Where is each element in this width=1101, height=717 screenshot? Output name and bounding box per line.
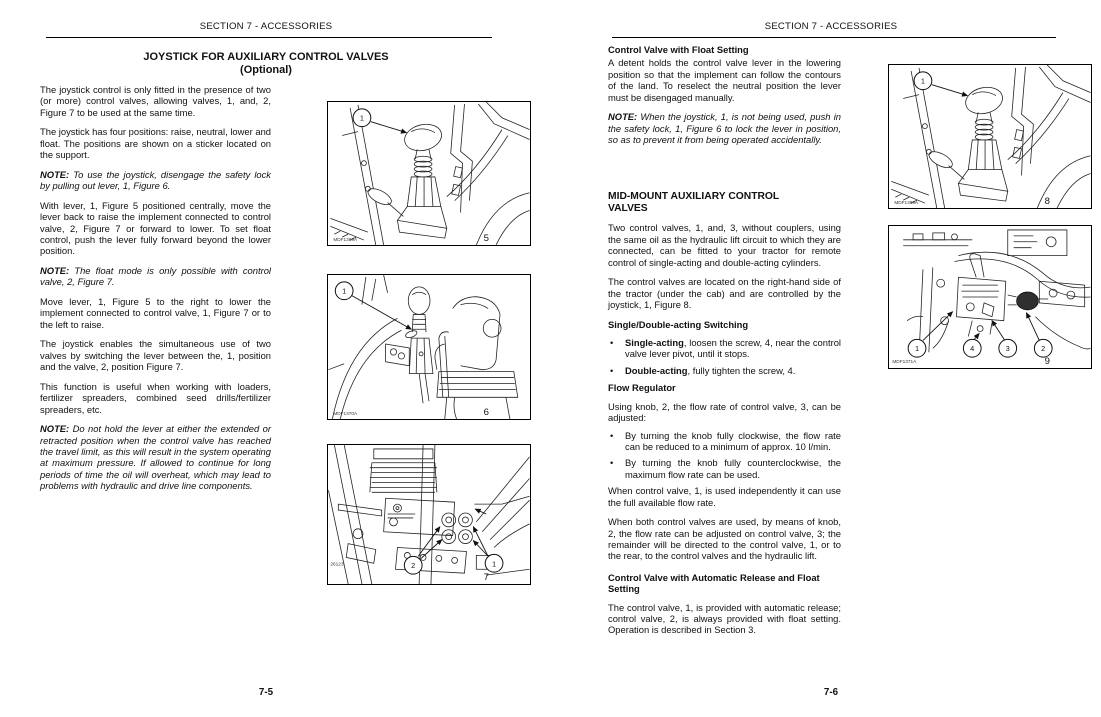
photo-code: MDF1369A — [894, 201, 919, 207]
photo-code: 26123 — [330, 562, 344, 568]
right-page — [606, 0, 1056, 717]
joystick-cab-line-art — [889, 65, 1091, 208]
left-page — [40, 0, 497, 717]
paragraph: The joystick control is only fitted in the presence of two (or more) control valves, allowing valves, 1, and, 2, Figure 7 to be used at the same time. — [40, 84, 271, 118]
note-label: NOTE: — [40, 265, 70, 277]
paragraph: Using knob, 2, the flow rate of control valve, 3, can be adjusted: — [608, 400, 841, 424]
paragraph: When both control valves are used, by means of knob, 2, the flow rate can be adjusted on control valve, 3; the remainder will be directed to the control valve, 1, or to the rear, to the control valves and the hydraulic lift. — [608, 516, 841, 562]
note-paragraph — [40, 265, 271, 288]
note-label: NOTE: — [608, 111, 638, 123]
callout-number: 1 — [359, 113, 364, 123]
heading-float-setting: Control Valve with Float Setting — [608, 44, 749, 55]
callout-number: 1 — [342, 286, 347, 296]
bullet-lead: Double-acting — [625, 364, 688, 376]
bullet-text: , fully tighten the screw, 4. — [687, 364, 796, 376]
note-paragraph — [608, 111, 841, 145]
figure-number: 7 — [483, 572, 489, 583]
note-text: The float mode is only possible with control valve, 2, Figure 7. — [40, 265, 271, 288]
left-header-rule — [46, 37, 492, 38]
heading-flow-regulator: Flow Regulator — [608, 382, 676, 394]
bullet-list — [608, 337, 841, 376]
note-text: Do not hold the lever at either the extended or retracted position when the control valve has reached the travel limit, as this will result in the system operating at maximum pressure. If allowed to continue for long periods of time the oil will overheat, which may lead to problems with hydraulic and drive line components. — [40, 423, 271, 492]
callout-number: 1 — [914, 344, 920, 354]
paragraph: This function is useful when working with loaders, fertilizer spreaders, combined seed drills/fertilizer spreaders, etc. — [40, 380, 271, 415]
bullet-item — [608, 337, 841, 360]
paragraph: When control valve, 1, is used independently it can use the full available flow rate. — [608, 485, 841, 508]
figure-9-valve-assembly-photo — [888, 225, 1092, 369]
paragraph: The control valve, 1, is provided with automatic release; control valve, 2, is always provided with float setting. Operation is described in Section 3. — [608, 601, 841, 636]
paragraph: Two control valves, 1, and, 3, without couplers, using the same oil as the hydraulic lift circuit to which they are connected, can be fitted to your tractor for remote control of single-acting and double-acting cylinders. — [608, 222, 841, 268]
joystick-cab-line-art — [328, 102, 530, 245]
right-page-number: 7-6 — [823, 687, 839, 698]
right-header-rule — [612, 37, 1056, 38]
paragraph: The joystick enables the simultaneous use of two valves by switching the lever between the, 1, position and the valve, 2, position Figure 7. — [40, 338, 271, 373]
paragraph: A detent holds the control valve lever in the lowering position so that the implement can follow the contours of the land. To reselect the neutral position the lever must be disengaged manually. — [608, 57, 841, 103]
valve-assembly-line-art — [889, 226, 1091, 368]
bullet-lead: Single-acting — [625, 337, 684, 349]
right-text-column — [608, 44, 841, 644]
figure-number: 8 — [1044, 196, 1050, 207]
bullet-list — [608, 430, 841, 481]
callout-number: 2 — [1041, 344, 1046, 354]
paragraph: The control valves are located on the right-hand side of the tractor (under the cab) and are controlled by the joystick, 1, Figure 8. — [608, 276, 841, 311]
bullet-text: , loosen the screw, 4, near the control valve lever pivot, until it stops. — [625, 337, 841, 360]
paragraph: With lever, 1, Figure 5 positioned centrally, move the lever back to raise the implement connected to control valve, 2, Figure 7 or forward to lower. To set float control, push the lever fully forward beyond the lower position. — [40, 199, 271, 257]
photo-code: MDF1369A — [333, 238, 358, 244]
title-line: JOYSTICK FOR AUXILIARY CONTROL VALVES — [143, 51, 389, 63]
figure-8-joystick-photo — [888, 64, 1092, 209]
figure-5-joystick-photo — [327, 101, 531, 246]
joystick-seat-line-art — [328, 275, 530, 419]
figure-7-control-valves-photo — [327, 444, 531, 585]
note-text: When the joystick, 1, is not being used, push in the safety lock, 1, Figure 6 to lock the lever in position, so as to prevent it from being operated accidentally. — [608, 111, 841, 146]
right-page-header: SECTION 7 - ACCESSORIES — [764, 21, 898, 32]
bullet-item: • By turning the knob fully counterclockwise, the maximum flow rate can be used. — [608, 457, 841, 480]
note-paragraph — [40, 169, 271, 192]
paragraph: The joystick has four positions: raise, neutral, lower and float. The positions are shown on a sticker located on the support. — [40, 126, 271, 161]
title-optional: (Optional) — [240, 63, 292, 76]
heading-midmount-valves: MID-MOUNT AUXILIARY CONTROL VALVES — [608, 191, 780, 215]
figure-number: 5 — [483, 233, 489, 244]
heading-switching: Single/Double-acting Switching — [608, 318, 749, 330]
photo-code: MDF1370A — [333, 412, 358, 418]
note-label: NOTE: — [40, 423, 70, 435]
bullet-item — [608, 365, 841, 376]
note-label: NOTE: — [40, 168, 70, 180]
note-paragraph — [40, 423, 271, 491]
callout-number: 3 — [1005, 344, 1010, 354]
valves-underside-line-art — [328, 445, 530, 584]
callout-number: 1 — [920, 76, 925, 86]
callout-number: 1 — [492, 559, 497, 569]
figure-number: 6 — [483, 407, 489, 418]
note-text: To use the joystick, disengage the safety lock by pulling out lever, 1, Figure 6. — [40, 168, 271, 192]
left-page-header: SECTION 7 - ACCESSORIES — [199, 21, 333, 32]
paragraph: Move lever, 1, Figure 5 to the right to lower the implement connected to control valve, 1, Figure 7 or to the left to raise. — [40, 296, 271, 330]
callout-number: 4 — [970, 344, 975, 354]
bullet-item: • By turning the knob fully clockwise, the flow rate can be reduced to a minimum of approx. 10 l/min. — [608, 430, 841, 453]
heading-auto-release: Control Valve with Automatic Release and Float Setting — [608, 571, 820, 595]
left-page-title — [40, 51, 492, 76]
photo-code: MDF1371A — [892, 360, 917, 366]
left-page-number: 7-5 — [258, 687, 274, 698]
callout-number: 2 — [411, 561, 416, 571]
figure-6-joystick-seat-photo — [327, 274, 531, 420]
left-text-column — [40, 84, 271, 500]
figure-number: 9 — [1044, 356, 1050, 367]
